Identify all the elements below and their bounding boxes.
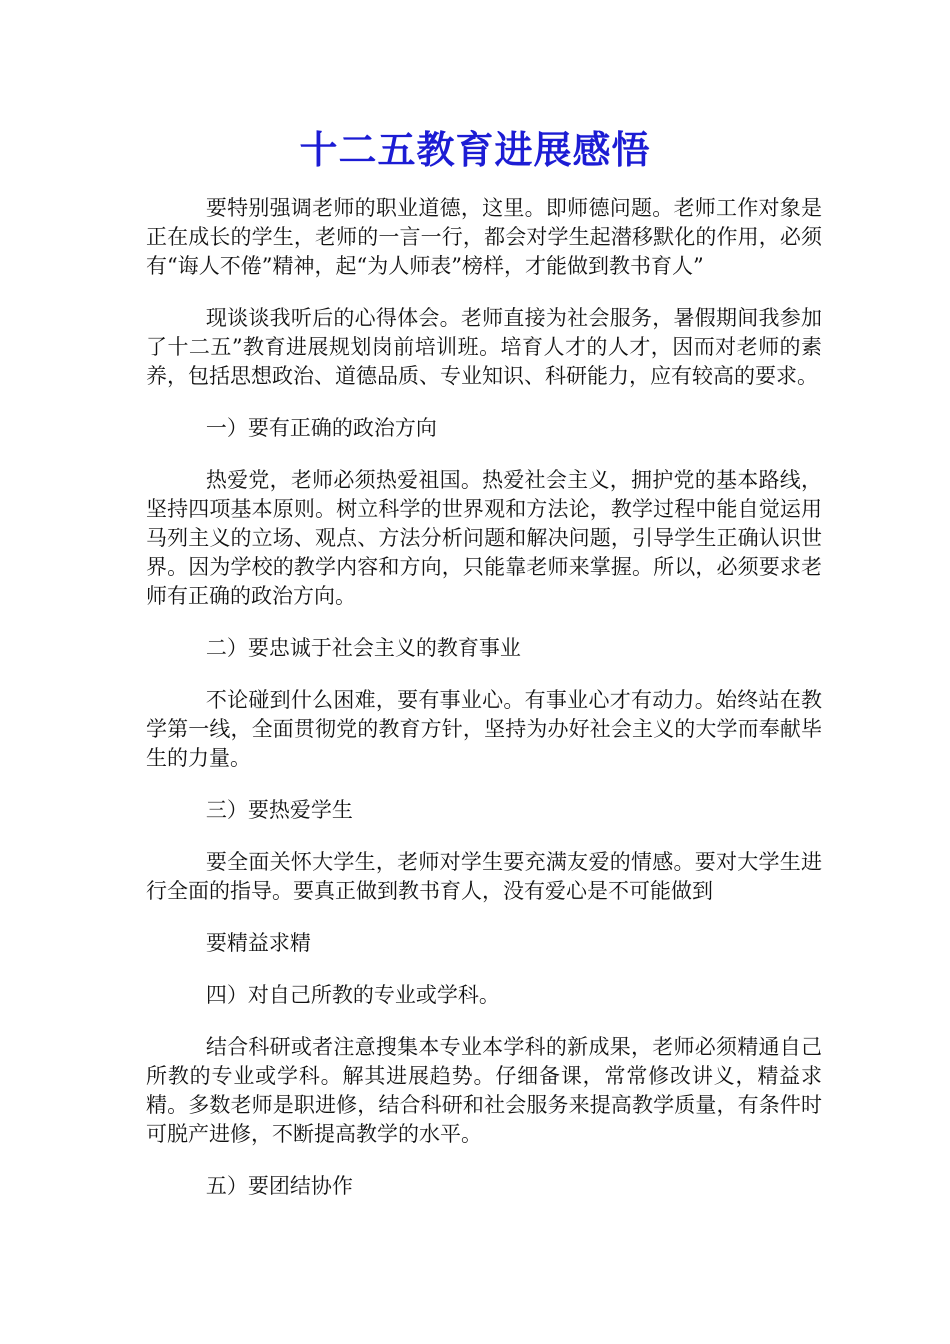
section-heading-loyalty: 二）要忠诚于社会主义的教育事业 [205, 636, 521, 660]
section-heading-own-subject: 四）对自己所教的专业或学科。 [205, 983, 500, 1007]
section-heading-love-students: 三）要热爱学生 [205, 798, 353, 822]
section-heading-teamwork: 五）要团结协作 [205, 1174, 353, 1198]
paragraph-own-subject: 结合科研或者注意搜集本专业本学科的新成果，老师必须精通自己所教的专业或学科。解其进展趋势。仔细备课，常常修改讲义，精益求精。多数老师是职进修，结合科研和社会服务来提高教学质量，有条件时可脱产进修，不断提高教学的水平。 [146, 1035, 822, 1146]
document-body [146, 194, 822, 1224]
paragraph-teacher-ethics: 要特别强调老师的职业道德，这里。即师德问题。老师工作对象是正在成长的学生，老师的一言一行，都会对学生起潜移默化的作用，必须有“诲人不倦”精神，起“为人师表”榜样，才能做到教书育人” [146, 196, 822, 278]
paragraph-political-direction: 热爱党，老师必须热爱祖国。热爱社会主义，拥护党的基本路线，坚持四项基本原则。树立科学的世界观和方法论，教学过程中能自觉运用马列主义的立场、观点、方法分析问题和解决问题，引导学生正确认识世界。因为学校的教学内容和方向，只能靠老师来掌握。所以，必须要求老师有正确的政治方向。 [146, 468, 822, 608]
line-strive-excellence: 要精益求精 [205, 931, 311, 955]
section-heading-political-direction: 一）要有正确的政治方向 [205, 416, 437, 440]
paragraph-training-reflection: 现谈谈我听后的心得体会。老师直接为社会服务，暑假期间我参加了十二五”教育进展规划岗前培训班。培育人才的人才，因而对老师的素养，包括思想政治、道德品质、专业知识、科研能力，应有较高的要求。 [146, 306, 822, 388]
paragraph-love-students: 要全面关怀大学生，老师对学生要充满友爱的情感。要对大学生进行全面的指导。要真正做到教书育人，没有爱心是不可能做到 [146, 850, 822, 903]
paragraph-loyalty: 不论碰到什么困难，要有事业心。有事业心才有动力。始终站在教学第一线，全面贯彻党的教育方针，坚持为办好社会主义的大学而奉献毕生的力量。 [146, 688, 822, 770]
document-title: 十二五教育进展感悟 [299, 127, 651, 172]
